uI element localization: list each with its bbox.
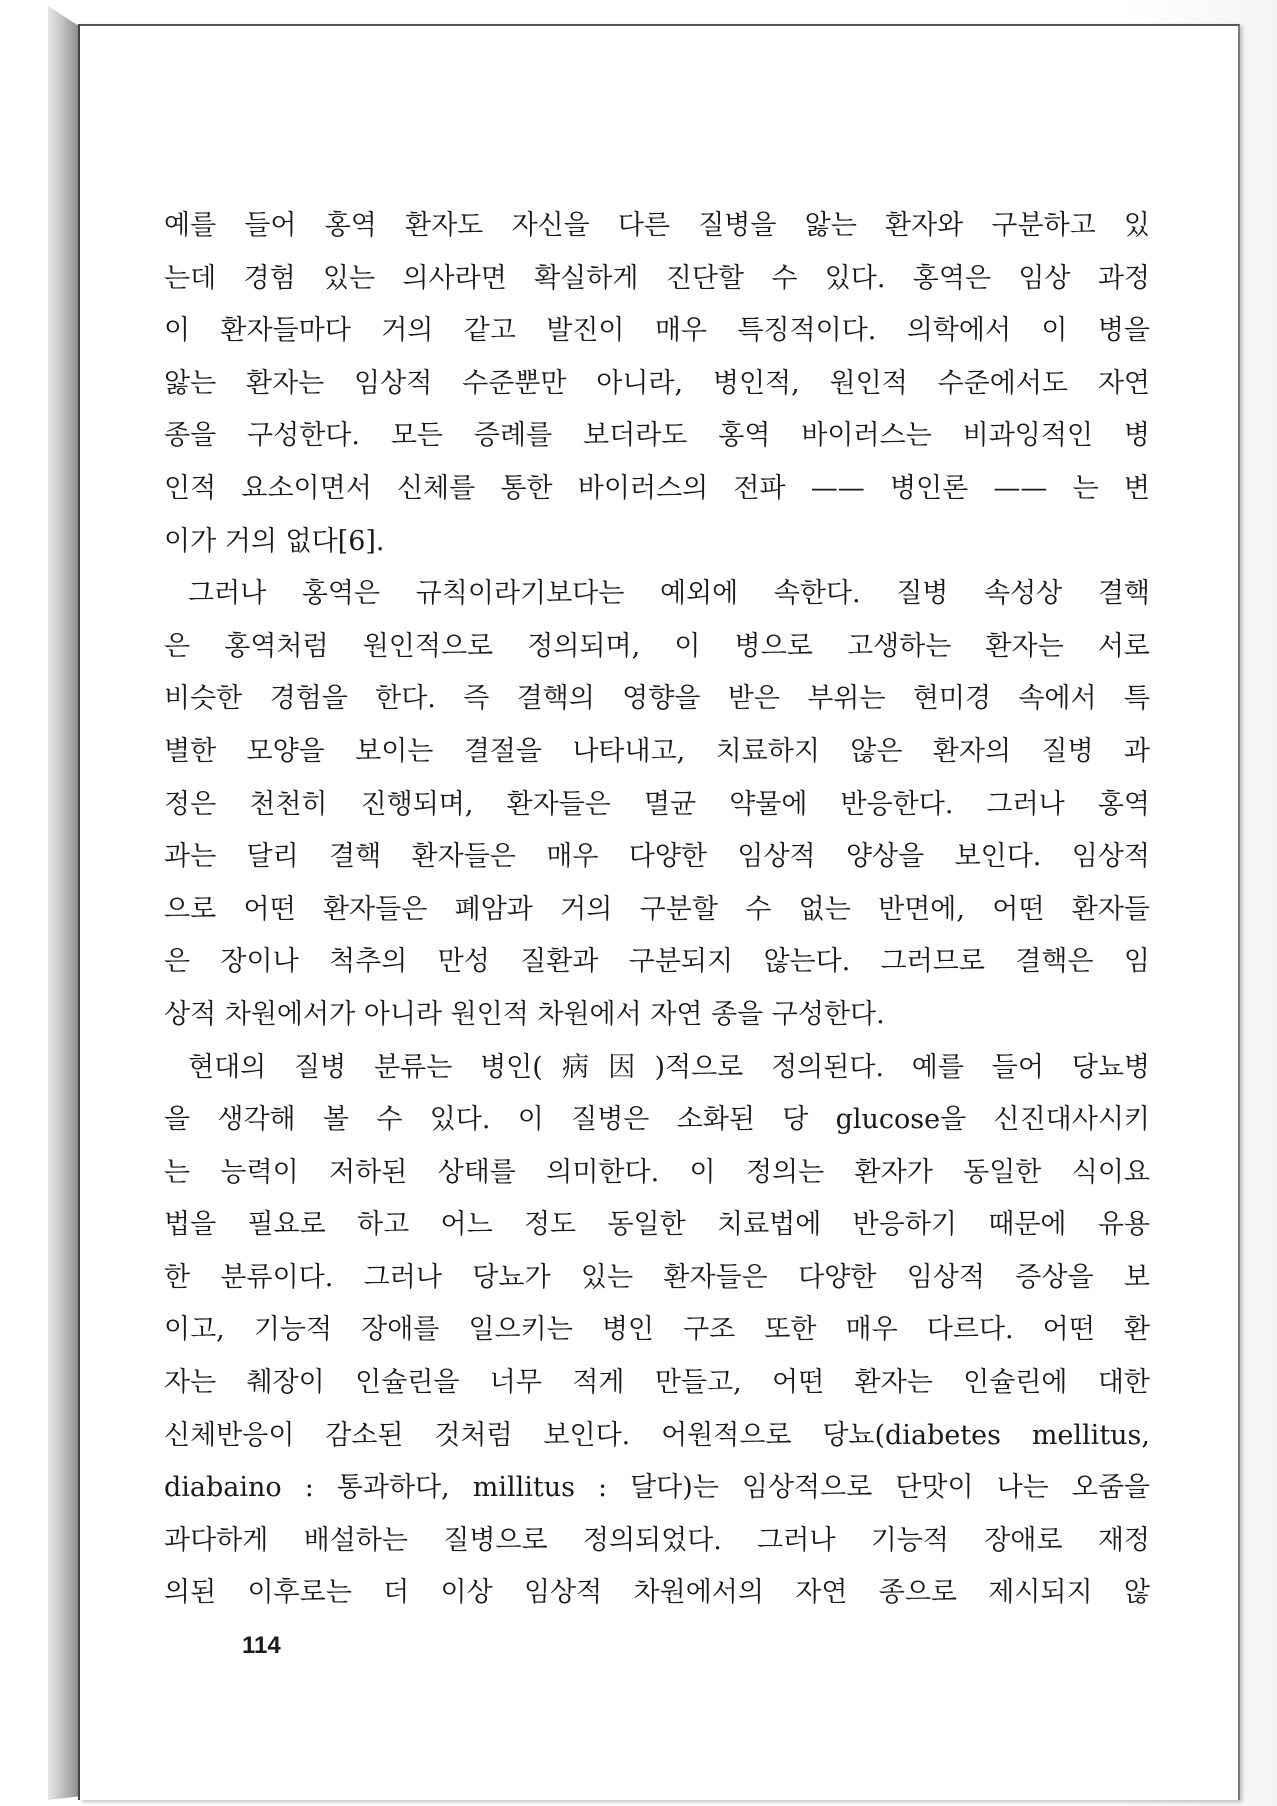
text-line: 을 생각해 볼 수 있다. 이 질병은 소화된 당 glucose을 신진대사시키 bbox=[164, 1104, 1150, 1136]
text-line: 정은 천천히 진행되며, 환자들은 멸균 약물에 반응한다. 그러나 홍역 bbox=[164, 788, 1150, 820]
text-line: 한 분류이다. 그러나 당뇨가 있는 환자들은 다양한 임상적 증상을 보 bbox=[164, 1261, 1150, 1293]
text-line: 은 장이나 척추의 만성 질환과 구분되지 않는다. 그러므로 결핵은 임 bbox=[164, 946, 1150, 978]
paragraph bbox=[164, 568, 1150, 1041]
text-line: 과다하게 배설하는 질병으로 정의되었다. 그러나 기능적 장애로 재정 bbox=[164, 1524, 1150, 1556]
text-line: 앓는 환자는 임상적 수준뿐만 아니라, 병인적, 원인적 수준에서도 자연 bbox=[164, 367, 1150, 399]
text-line: 예를 들어 홍역 환자도 자신을 다른 질병을 앓는 환자와 구분하고 있 bbox=[164, 210, 1150, 241]
text-line: diabaino : 통과하다, millitus : 달다)는 임상적으로 단맛이 나는 오줌을 bbox=[164, 1472, 1150, 1504]
book-spine bbox=[48, 6, 82, 1800]
text-line: 는데 경험 있는 의사라면 확실하게 진단할 수 있다. 홍역은 임상 과정 bbox=[164, 262, 1150, 294]
text-line: 이 환자들마다 거의 같고 발진이 매우 특징적이다. 의학에서 이 병을 bbox=[164, 315, 1150, 347]
paragraph bbox=[164, 200, 1150, 568]
text-line: 그러나 홍역은 규칙이라기보다는 예외에 속한다. 질병 속성상 결핵 bbox=[188, 578, 1150, 610]
text-line: 상적 차원에서가 아니라 원인적 차원에서 자연 종을 구성한다. bbox=[164, 998, 885, 1030]
text-line: 이고, 기능적 장애를 일으키는 병인 구조 또한 매우 다르다. 어떤 환 bbox=[164, 1314, 1150, 1346]
text-line: 별한 모양을 보이는 결절을 나타내고, 치료하지 않은 환자의 질병 과 bbox=[164, 735, 1150, 767]
text-line: 자는 췌장이 인슐린을 너무 적게 만들고, 어떤 환자는 인슐린에 대한 bbox=[164, 1367, 1150, 1399]
text-line: 비슷한 경험을 한다. 즉 결핵의 영향을 받은 부위는 현미경 속에서 특 bbox=[164, 683, 1150, 715]
text-line: 현대의 질병 분류는 병인(病因)적으로 정의된다. 예를 들어 당뇨병 bbox=[188, 1051, 1150, 1083]
paragraph bbox=[164, 1042, 1150, 1621]
text-line: 의된 이후로는 더 이상 임상적 차원에서의 자연 종으로 제시되지 않 bbox=[164, 1577, 1150, 1609]
text-line: 이가 거의 없다[6]. bbox=[164, 525, 385, 557]
text-line: 으로 어떤 환자들은 폐암과 거의 구분할 수 없는 반면에, 어떤 환자들 bbox=[164, 893, 1150, 925]
text-line: 인적 요소이면서 신체를 통한 바이러스의 전파 —— 병인론 —— 는 변 bbox=[164, 472, 1150, 504]
text-line: 은 홍역처럼 원인적으로 정의되며, 이 병으로 고생하는 환자는 서로 bbox=[164, 630, 1150, 662]
text-line: 과는 달리 결핵 환자들은 매우 다양한 임상적 양상을 보인다. 임상적 bbox=[164, 841, 1150, 873]
text-line: 는 능력이 저하된 상태를 의미한다. 이 정의는 환자가 동일한 식이요 bbox=[164, 1156, 1150, 1188]
body-text bbox=[164, 200, 1150, 1620]
page-number: 114 bbox=[242, 1632, 281, 1659]
text-line: 법을 필요로 하고 어느 정도 동일한 치료법에 반응하기 때문에 유용 bbox=[164, 1209, 1150, 1241]
text-line: 신체반응이 감소된 것처럼 보인다. 어원적으로 당뇨(diabetes mellitus, bbox=[164, 1419, 1150, 1451]
text-line: 종을 구성한다. 모든 증례를 보더라도 홍역 바이러스는 비과잉적인 병 bbox=[164, 420, 1150, 452]
